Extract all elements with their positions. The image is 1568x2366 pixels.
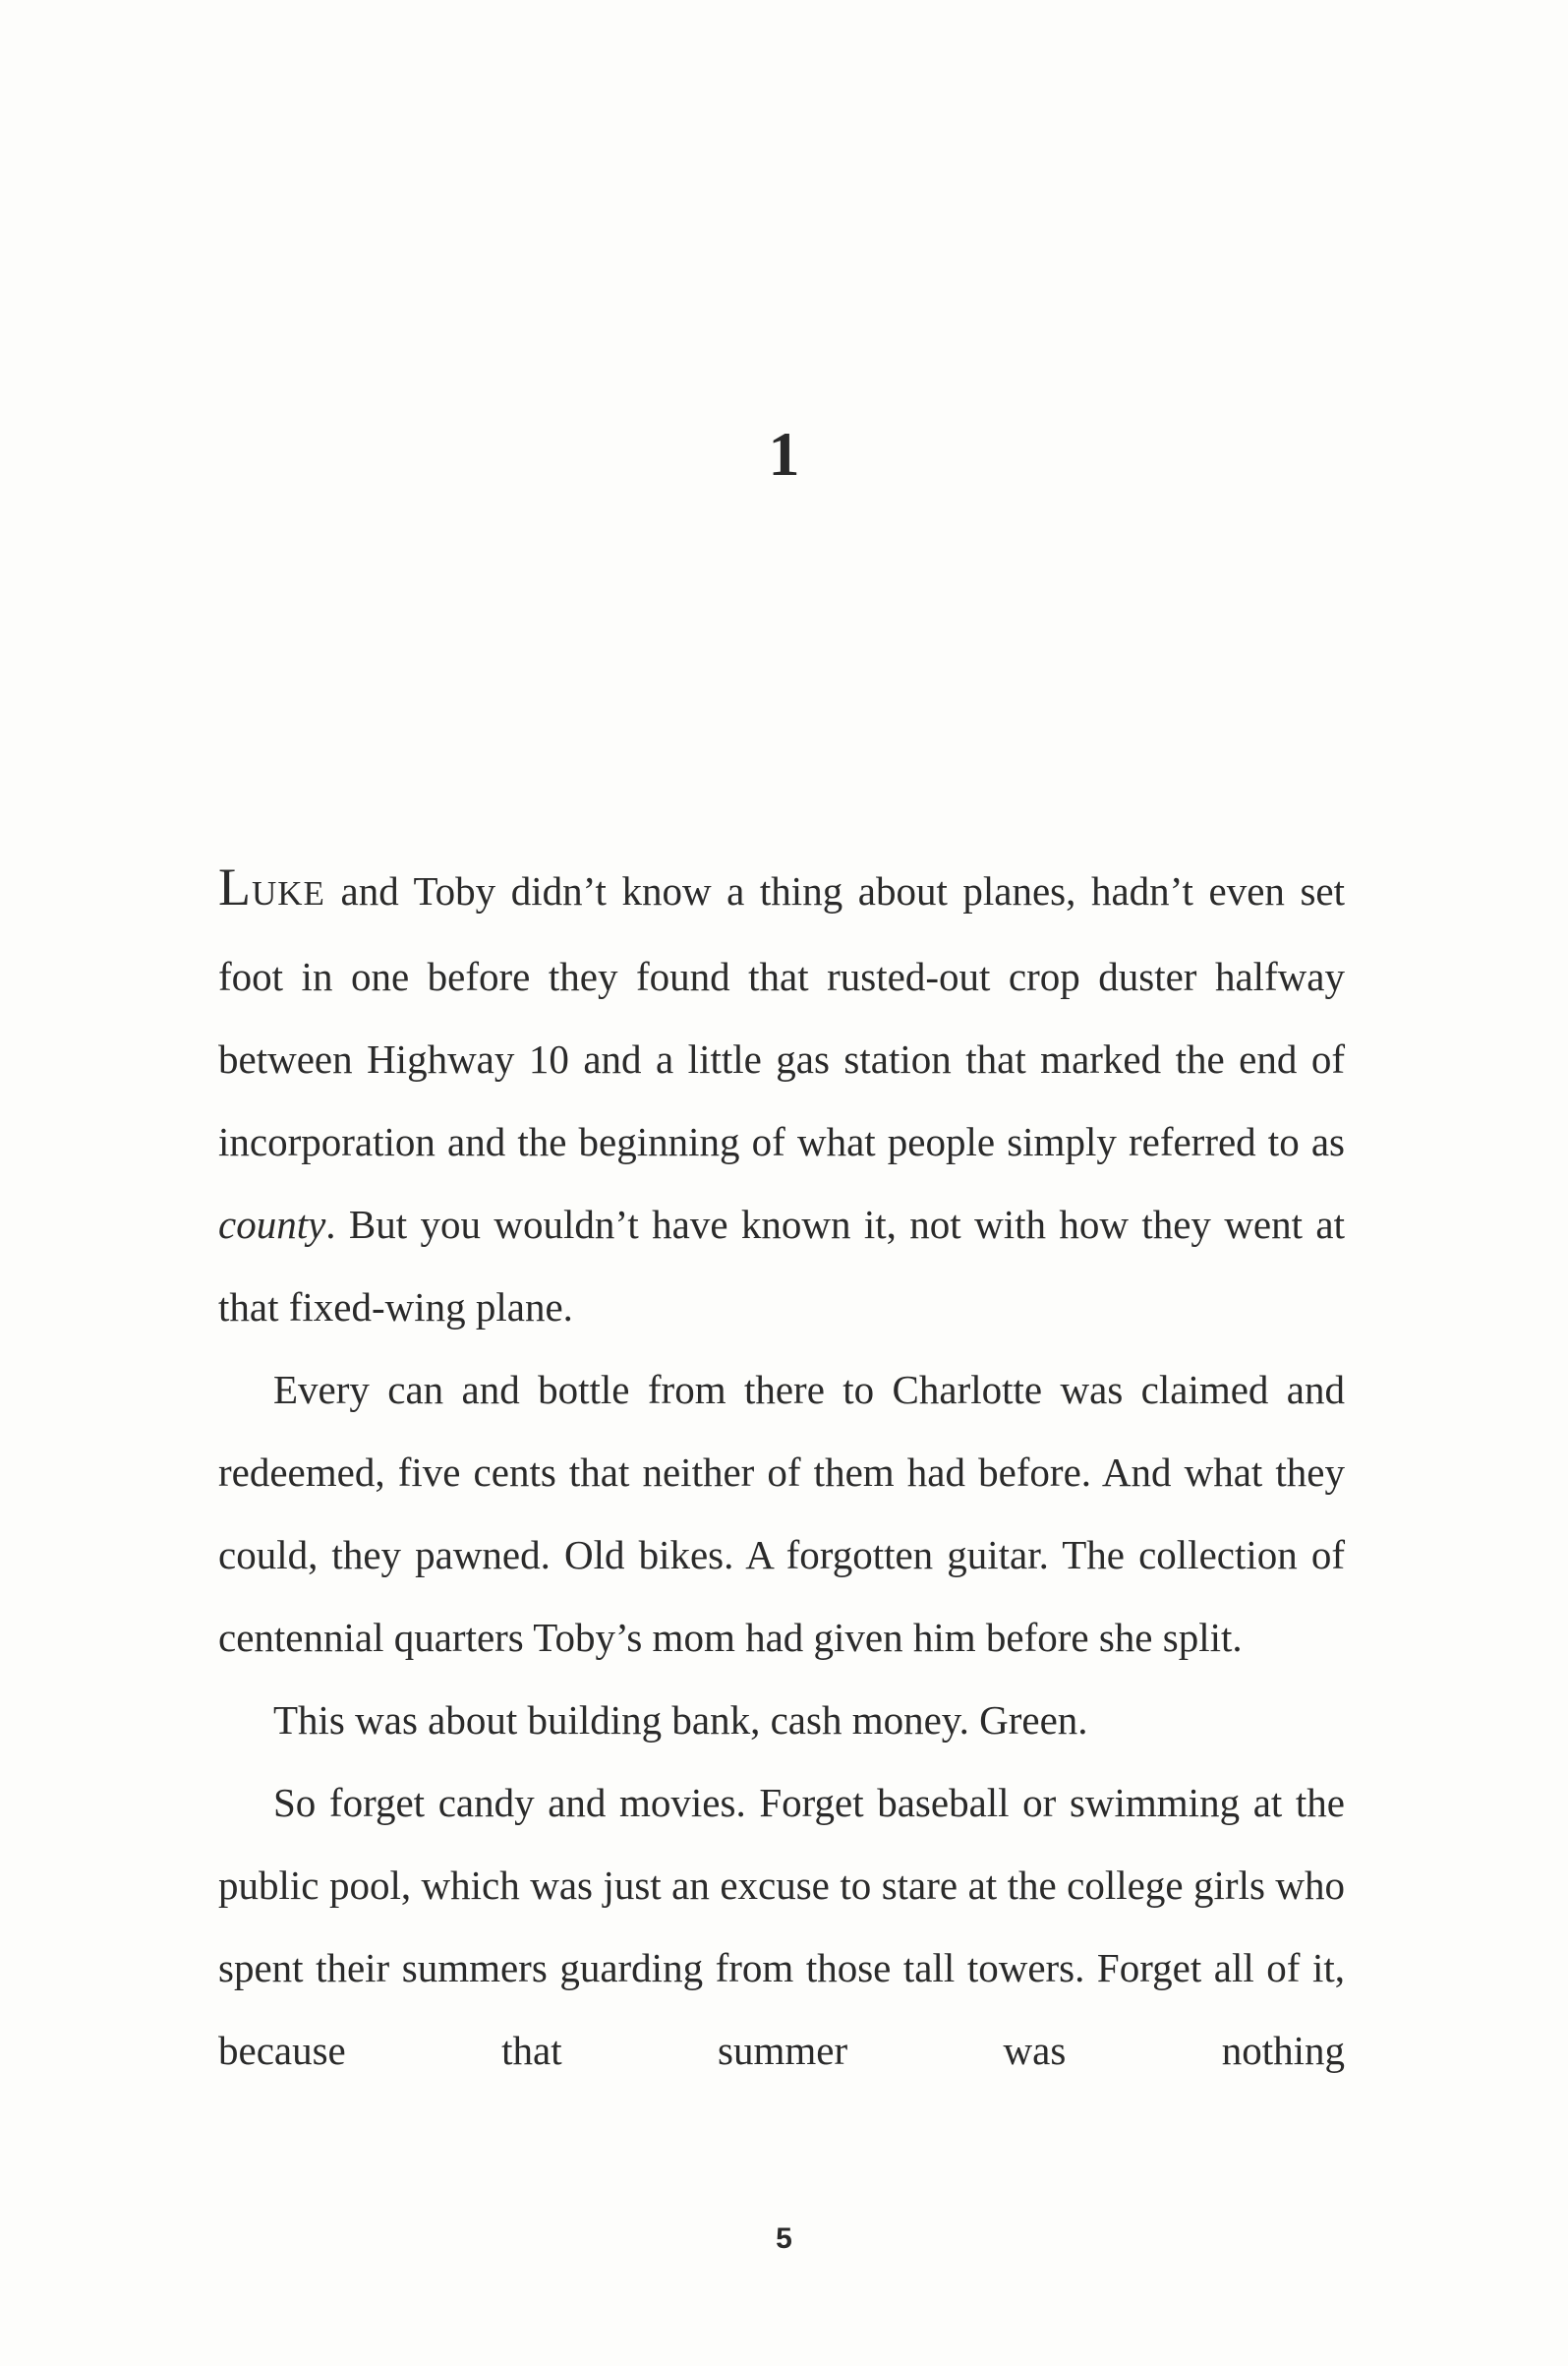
paragraph-3: This was about building bank, cash money. Green.: [273, 1697, 1088, 1743]
page-number: 5: [776, 2222, 792, 2255]
paragraph-2: Every can and bottle from there to Charlotte was claimed and redeemed, five cents that neither of them had before. And what they could, they pawned. Old bikes. A forgotten guitar. The collection of centennial quarters Toby’s mom had given him before she split.: [218, 1367, 1345, 1660]
paragraph-1-text-end: . But you wouldn’t have known it, not with how they went at that fixed-wing plane.: [218, 1202, 1345, 1330]
chapter-number: 1: [768, 419, 800, 489]
italic-word: county: [218, 1202, 326, 1247]
paragraph-4: So forget candy and movies. Forget baseball or swimming at the public pool, which was just an excuse to stare at the college girls who spent their summers guarding from those tall towers. Forget all of it, because that summer was nothing: [218, 1780, 1345, 2073]
paragraph-1: [218, 846, 1345, 1348]
drop-cap: L: [218, 858, 252, 917]
small-caps-word: UKE: [252, 874, 325, 913]
body-text: [218, 846, 1345, 2092]
paragraph-1-text: and Toby didn’t know a thing about planes, hadn’t even set foot in one before they found that rusted-out crop duster halfway between Highway 10 and a little gas station that marked the end of incorporation and the beginning of what people simply referred to as: [218, 868, 1345, 1164]
